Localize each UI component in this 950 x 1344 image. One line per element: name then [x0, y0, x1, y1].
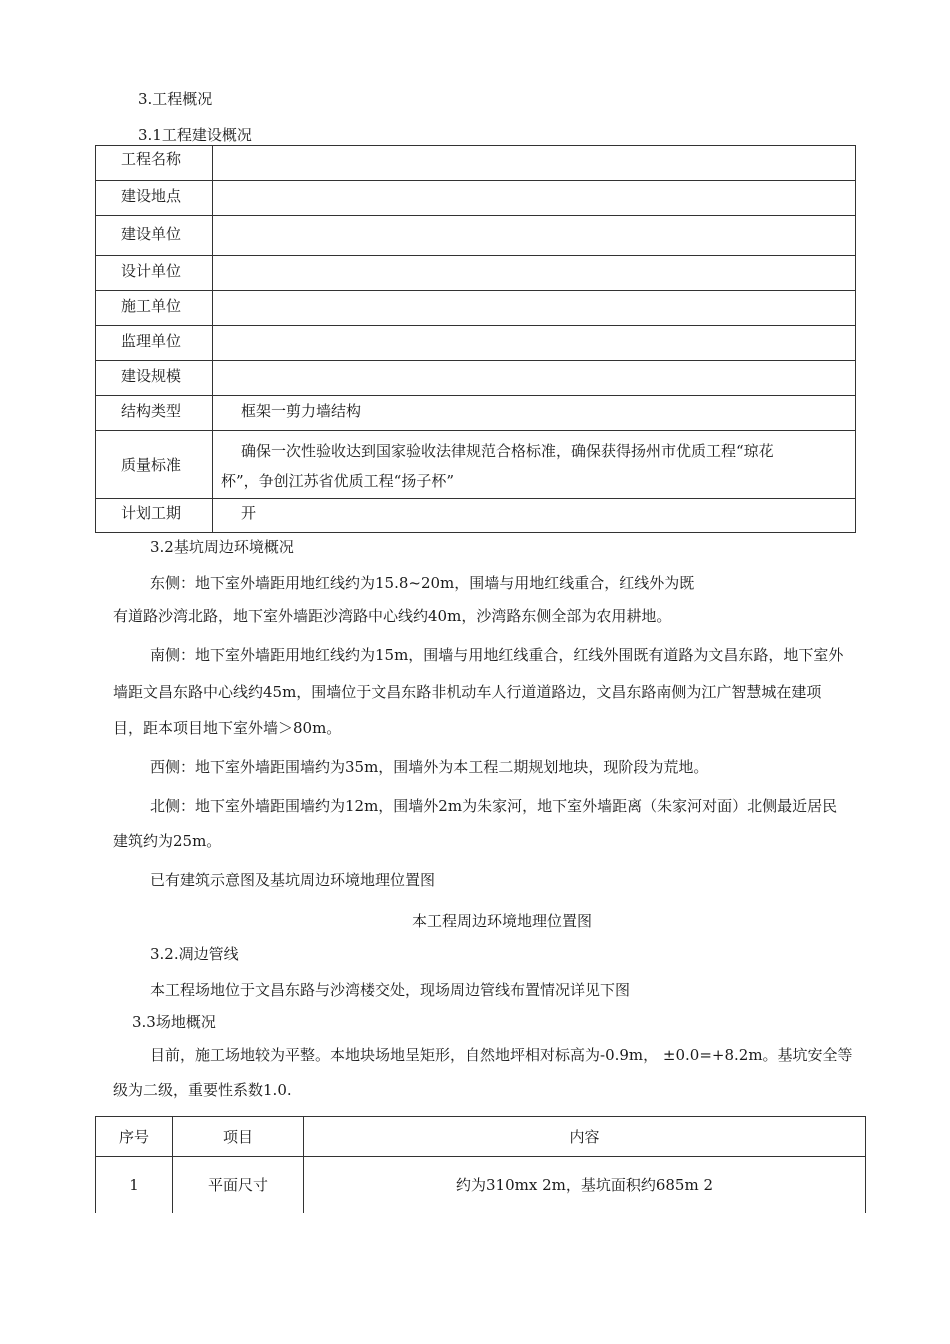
row-label: 设计单位 — [121, 262, 182, 280]
row-value — [223, 181, 855, 185]
table-row — [96, 181, 856, 216]
heading-section-3-2: 3.2基坑周边环境概况 — [150, 538, 294, 556]
quality-standard-value: 确保一次性验收达到国家验收法律规范合格标准，确保获得扬州市优质工程“琼花 杯”，争创江苏省优质工程“扬子杯” — [221, 442, 774, 490]
table-row — [96, 1157, 866, 1213]
heading-section-3-3: 3.3场地概况 — [132, 1013, 216, 1031]
cell-no: 1 — [96, 1157, 173, 1213]
table-header-row — [96, 1117, 866, 1157]
header-cell-content: 内容 — [304, 1117, 866, 1157]
row-label: 计划工期 — [121, 504, 182, 522]
cell-content: 约为310mx 2m，基坑面积约685m 2 — [304, 1157, 866, 1213]
table-row — [96, 396, 856, 431]
heading-section-3-1: 3.1工程建设概况 — [138, 126, 252, 144]
south-side-line-1: 南侧：地下室外墙距用地红线约为15m，围墙与用地红线重合，红线外围既有道路为文昌东路，地下室外 — [150, 646, 844, 664]
row-value — [223, 326, 855, 330]
figure-caption: 本工程周边环境地理位置图 — [412, 912, 593, 930]
site-details-table — [95, 1116, 866, 1213]
north-side-line-1: 北侧：地下室外墙距围墙约为12m，围墙外2m为朱家河，地下室外墙距离（朱家河对面）北侧最近居民 — [150, 797, 838, 815]
header-cell-no: 序号 — [96, 1117, 173, 1157]
site-overview-line-2: 级为二级，重要性系数1.0. — [113, 1081, 292, 1099]
row-label: 建设规模 — [121, 367, 182, 385]
table-row — [96, 326, 856, 361]
structure-type-value: 框架一剪力墙结构 — [241, 402, 362, 420]
heading-pipelines: 3.2.凋边管线 — [150, 945, 239, 963]
table-row — [96, 361, 856, 396]
south-side-line-3: 目，距本项目地下室外墙＞80m。 — [113, 719, 342, 737]
table-row — [96, 146, 856, 181]
table-row — [96, 216, 856, 256]
row-label: 工程名称 — [121, 150, 182, 168]
header-cell-item: 项目 — [173, 1117, 304, 1157]
row-value — [223, 146, 855, 150]
row-label: 施工单位 — [121, 297, 182, 315]
row-label: 建设地点 — [121, 187, 182, 205]
table-row — [96, 499, 856, 533]
table-row — [96, 291, 856, 326]
row-label: 监理单位 — [121, 332, 182, 350]
cell-item: 平面尺寸 — [173, 1157, 304, 1213]
project-overview-table — [95, 145, 856, 533]
site-overview-line-1: 目前，施工场地较为平整。本地块场地呈矩形，自然地坪相对标高为-0.9m， ±0.0=+8.2m。基坑安全等 — [150, 1046, 853, 1064]
heading-section-3: 3.工程概况 — [138, 90, 213, 108]
row-value — [223, 216, 855, 220]
row-value — [223, 361, 855, 365]
diagram-note: 已有建筑示意图及基坑周边环境地理位置图 — [150, 871, 436, 889]
pipelines-text: 本工程场地位于文昌东路与沙湾楼交处，现场周边管线布置情况详见下图 — [150, 981, 631, 999]
north-side-line-2: 建筑约为25m。 — [113, 832, 222, 850]
row-label: 建设单位 — [121, 225, 182, 243]
table-row — [96, 256, 856, 291]
table-row — [96, 431, 856, 499]
row-value — [223, 256, 855, 260]
row-label: 质量标准 — [121, 456, 182, 474]
east-side-line-1: 东侧：地下室外墙距用地红线约为15.8~20m，围墙与用地红线重合，红线外为既 — [150, 574, 695, 592]
west-side-text: 西侧：地下室外墙距围墙约为35m，围墙外为本工程二期规划地块，现阶段为荒地。 — [150, 758, 709, 776]
row-value — [223, 291, 855, 295]
east-side-line-2: 有道路沙湾北路，地下室外墙距沙湾路中心线约40m，沙湾路东侧全部为农用耕地。 — [113, 607, 672, 625]
south-side-line-2: 墙距文昌东路中心线约45m，围墙位于文昌东路非机动车人行道道路边，文昌东路南侧为江广智慧城在建项 — [113, 683, 822, 701]
row-label: 结构类型 — [121, 402, 182, 420]
planned-duration-value: 开 — [241, 504, 257, 522]
